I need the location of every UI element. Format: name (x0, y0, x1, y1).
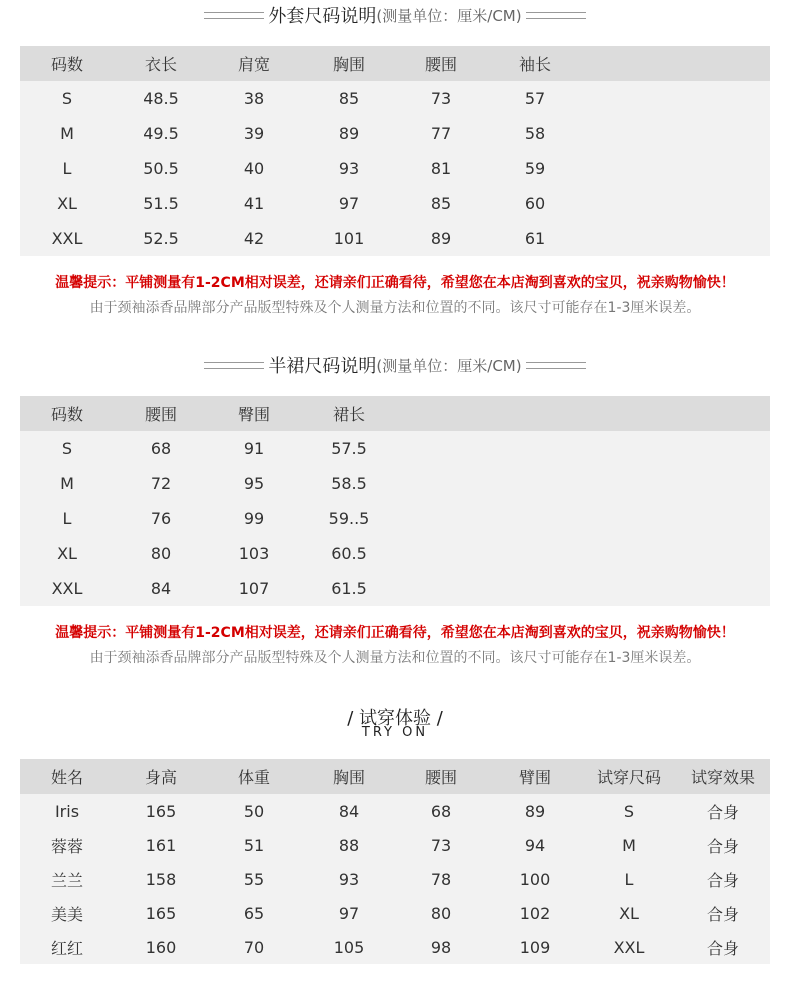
table-cell: 68 (430, 801, 452, 821)
table-cell: 80 (430, 903, 452, 923)
table-cell: 55 (243, 869, 265, 889)
table-cell: 48.5 (143, 89, 179, 108)
table-cell: 93 (338, 869, 360, 889)
table-cell: 59 (524, 159, 546, 178)
header-cell: 腰围 (424, 55, 457, 74)
table-cell: 70 (243, 937, 265, 957)
table-cell: 61 (524, 229, 546, 248)
jacket-title-row (0, 0, 790, 30)
table-row (20, 501, 770, 536)
table-row (20, 930, 770, 964)
table-cell: M (622, 835, 636, 855)
table-cell: 99 (243, 509, 265, 528)
table-cell: 77 (430, 124, 452, 143)
jacket-title: 外套尺码说明 (268, 6, 377, 27)
table-cell: L (62, 509, 72, 528)
table-cell: S (623, 801, 635, 821)
table-cell: 57.5 (331, 439, 367, 458)
table-cell: 美美 (50, 904, 83, 924)
table-cell: Iris (54, 801, 80, 821)
header-cell: 身高 (144, 768, 177, 787)
table-header (20, 759, 770, 794)
table-cell: 105 (333, 937, 365, 957)
table-cell: 165 (145, 903, 177, 923)
table-cell: 61.5 (331, 579, 367, 598)
table-cell: XXL (51, 229, 83, 248)
header-cell: 肩宽 (237, 55, 270, 74)
header-cell: 胸围 (332, 55, 365, 74)
table-cell: L (624, 869, 634, 889)
table-cell: 95 (243, 474, 265, 493)
header-cell: 试穿效果 (690, 768, 755, 787)
table-row (20, 536, 770, 571)
table-cell: 合身 (706, 836, 739, 856)
table-cell: 红红 (50, 938, 83, 958)
table-cell: 161 (145, 835, 177, 855)
table-cell: 51.5 (143, 194, 179, 213)
header-cell: 码数 (50, 405, 83, 424)
table-cell: 103 (238, 544, 270, 563)
table-row (20, 896, 770, 930)
table-cell: 85 (338, 89, 360, 108)
table-cell: 97 (338, 903, 360, 923)
table-cell: S (61, 89, 73, 108)
title-decoration-left (204, 362, 264, 369)
header-cell: 试穿尺码 (596, 768, 661, 787)
table-cell: M (60, 124, 74, 143)
table-row (20, 151, 770, 186)
table-cell: 88 (338, 835, 360, 855)
table-cell: 42 (243, 229, 265, 248)
table-cell: 40 (243, 159, 265, 178)
header-cell: 衣长 (144, 55, 177, 74)
table-cell: 合身 (706, 904, 739, 924)
table-cell: 76 (150, 509, 172, 528)
table-cell: XXL (613, 937, 645, 957)
header-cell: 姓名 (50, 768, 83, 787)
table-cell: 60 (524, 194, 546, 213)
header-cell: 体重 (237, 768, 270, 787)
header-cell: 腰围 (144, 405, 177, 424)
table-cell: 合身 (706, 802, 739, 822)
table-cell: 49.5 (143, 124, 179, 143)
table-cell: 109 (519, 937, 551, 957)
jacket-size-table (20, 46, 770, 256)
jacket-disclaimer: 由于颈袖添香品牌部分产品版型特殊及个人测量方法和位置的不同。该尺寸可能存在1-3厘米误差。 (89, 300, 701, 316)
table-cell: 合身 (706, 938, 739, 958)
table-cell: 80 (150, 544, 172, 563)
table-cell: 165 (145, 801, 177, 821)
table-header (20, 46, 770, 81)
table-cell: 98 (430, 937, 452, 957)
table-cell: 102 (519, 903, 551, 923)
table-cell: 50.5 (143, 159, 179, 178)
table-cell: M (60, 474, 74, 493)
tryon-title: / 试穿体验 / (347, 708, 443, 729)
title-decoration-left (204, 12, 264, 19)
table-cell: 81 (430, 159, 452, 178)
header-cell: 臂围 (518, 768, 551, 787)
header-cell: 腰围 (424, 768, 457, 787)
tryon-subtitle: TRY ON (361, 725, 429, 740)
table-cell: 84 (338, 801, 360, 821)
table-cell: 89 (430, 229, 452, 248)
table-cell: 65 (243, 903, 265, 923)
table-cell: L (62, 159, 72, 178)
tryon-table (20, 759, 770, 964)
table-cell: XL (57, 194, 77, 213)
table-cell: 78 (430, 869, 452, 889)
jacket-warm-tip: 温馨提示：平铺测量有1-2CM相对误差，还请亲们正确看待，希望您在本店淘到喜欢的宝贝，祝亲购物愉快！ (55, 275, 735, 291)
table-cell: XL (619, 903, 639, 923)
table-cell: 68 (150, 439, 172, 458)
table-row (20, 862, 770, 896)
table-cell: 84 (150, 579, 172, 598)
table-cell: 107 (238, 579, 270, 598)
table-cell: 兰兰 (50, 870, 83, 890)
table-cell: 39 (243, 124, 265, 143)
table-cell: 94 (524, 835, 546, 855)
table-cell: 51 (243, 835, 265, 855)
table-cell: 93 (338, 159, 360, 178)
table-cell: 89 (524, 801, 546, 821)
table-row (20, 431, 770, 466)
table-cell: 101 (333, 229, 365, 248)
table-cell: 59..5 (328, 509, 370, 528)
table-cell: 73 (430, 835, 452, 855)
table-cell: S (61, 439, 73, 458)
table-cell: 60.5 (331, 544, 367, 563)
table-cell: 57 (524, 89, 546, 108)
title-decoration-right (526, 362, 586, 369)
table-cell: 52.5 (143, 229, 179, 248)
table-cell: 158 (145, 869, 177, 889)
header-cell: 裙长 (332, 405, 365, 424)
table-row (20, 571, 770, 606)
skirt-warm-tip: 温馨提示：平铺测量有1-2CM相对误差，还请亲们正确看待，希望您在本店淘到喜欢的宝贝，祝亲购物愉快！ (55, 625, 735, 641)
skirt-title-row (0, 350, 790, 380)
title-decoration-right (526, 12, 586, 19)
table-cell: 合身 (706, 870, 739, 890)
header-cell: 臀围 (237, 405, 270, 424)
jacket-unit: (测量单位：厘米/CM) (376, 6, 522, 25)
skirt-disclaimer: 由于颈袖添香品牌部分产品版型特殊及个人测量方法和位置的不同。该尺寸可能存在1-3厘米误差。 (89, 650, 701, 666)
table-row (20, 221, 770, 256)
table-cell: 41 (243, 194, 265, 213)
skirt-unit: (测量单位：厘米/CM) (376, 356, 522, 375)
table-cell: XL (57, 544, 77, 563)
header-cell: 胸围 (332, 768, 365, 787)
table-row (20, 116, 770, 151)
skirt-size-table (20, 396, 770, 606)
table-cell: 89 (338, 124, 360, 143)
header-cell: 袖长 (518, 55, 551, 74)
table-cell: 160 (145, 937, 177, 957)
table-cell: XXL (51, 579, 83, 598)
table-row (20, 81, 770, 116)
table-row (20, 466, 770, 501)
table-cell: 85 (430, 194, 452, 213)
table-cell: 58.5 (331, 474, 367, 493)
table-cell: 38 (243, 89, 265, 108)
header-cell: 码数 (50, 55, 83, 74)
table-cell: 50 (243, 801, 265, 821)
table-cell: 蓉蓉 (50, 836, 83, 856)
table-row (20, 186, 770, 221)
table-cell: 100 (519, 869, 551, 889)
table-cell: 97 (338, 194, 360, 213)
skirt-title: 半裙尺码说明 (268, 356, 377, 377)
table-cell: 91 (243, 439, 265, 458)
table-row (20, 794, 770, 828)
table-cell: 58 (524, 124, 546, 143)
table-cell: 73 (430, 89, 452, 108)
table-row (20, 828, 770, 862)
table-cell: 72 (150, 474, 172, 493)
table-header (20, 396, 770, 431)
